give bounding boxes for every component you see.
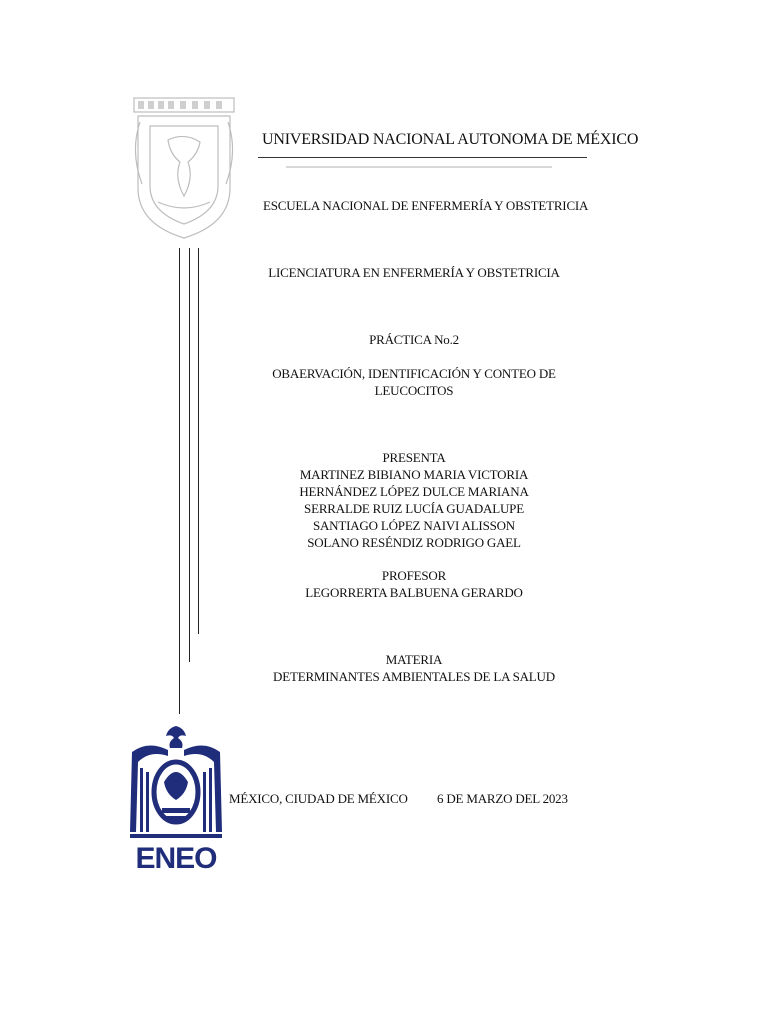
subject-block	[214, 651, 614, 685]
degree-name: LICENCIATURA EN ENFERMERÍA Y OBSTETRICIA	[268, 265, 560, 280]
professor-block	[214, 567, 614, 601]
decorative-vertical-line-3	[198, 248, 199, 634]
subject-name: DETERMINANTES AMBIENTALES DE LA SALUD	[273, 669, 555, 684]
professor-name: LEGORRERTA BALBUENA GERARDO	[305, 585, 523, 600]
practice-number: PRÁCTICA No.2	[369, 332, 459, 347]
practice-title-line1: OBAERVACIÓN, IDENTIFICACIÓN Y CONTEO DE	[272, 366, 556, 381]
school-name: ESCUELA NACIONAL DE ENFERMERÍA Y OBSTETRICIA	[263, 198, 589, 213]
date-text: 6 DE MARZO DEL 2023	[437, 791, 568, 806]
university-name: UNIVERSIDAD NACIONAL AUTONOMA DE MÉXICO	[262, 131, 639, 148]
presenters-block	[214, 449, 614, 551]
practice-title-line2: LEUCOCITOS	[374, 383, 454, 398]
header-faint-line	[286, 166, 552, 168]
subject-label: MATERIA	[385, 652, 443, 667]
unam-seal-icon	[128, 92, 240, 242]
professor-label: PROFESOR	[381, 568, 447, 583]
eneo-logo-icon	[128, 722, 224, 870]
eneo-logo-text: ENEO	[135, 842, 217, 870]
practice-title	[214, 365, 614, 399]
decorative-vertical-line-1	[179, 248, 180, 714]
presenter-name: MARTINEZ BIBIANO MARIA VICTORIA	[299, 467, 529, 482]
presenter-name: SANTIAGO LÓPEZ NAIVI ALISSON	[312, 518, 516, 533]
location-text: MÉXICO, CIUDAD DE MÉXICO	[229, 791, 408, 806]
presenter-name: HERNÁNDEZ LÓPEZ DULCE MARIANA	[299, 484, 529, 499]
presenters-label: PRESENTA	[382, 450, 446, 465]
header-underline	[258, 157, 587, 158]
presenter-name: SOLANO RESÉNDIZ RODRIGO GAEL	[307, 535, 521, 550]
presenter-name: SERRALDE RUIZ LUCÍA GUADALUPE	[304, 501, 524, 516]
decorative-vertical-line-2	[189, 248, 190, 662]
